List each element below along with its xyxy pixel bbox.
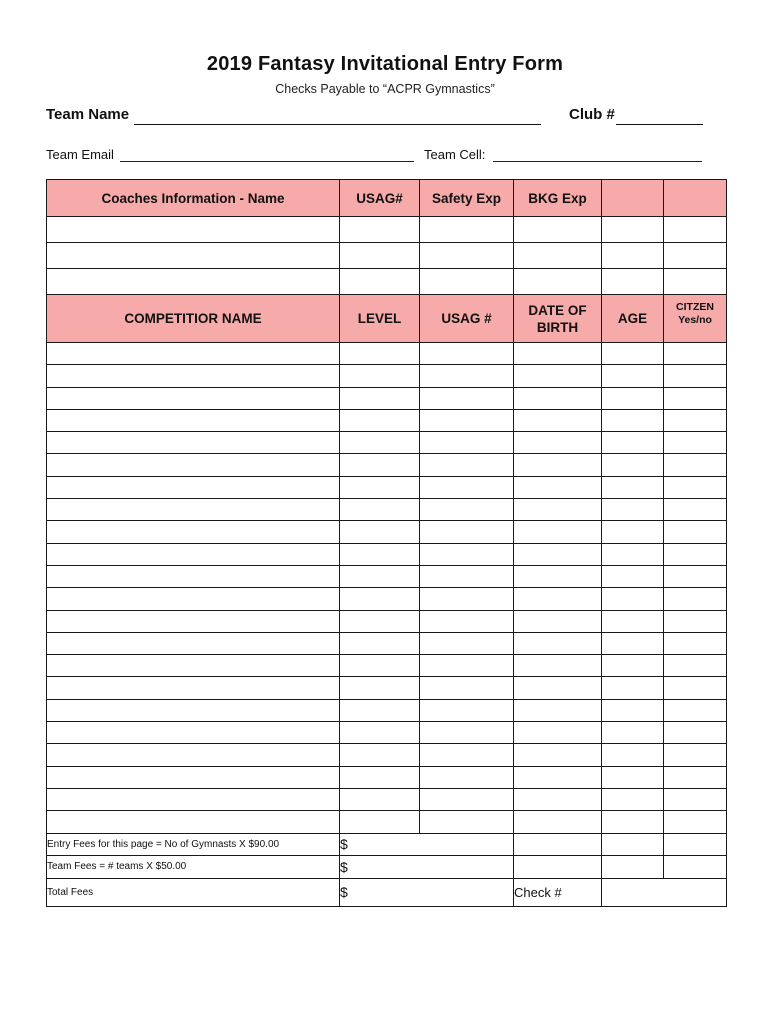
competitor-row bbox=[47, 499, 727, 521]
coach-safety-cell[interactable] bbox=[420, 243, 514, 269]
date-of-birth-cell[interactable] bbox=[514, 655, 602, 677]
age-cell[interactable] bbox=[602, 343, 664, 365]
competitor-name-header: COMPETITIOR NAME bbox=[47, 295, 340, 343]
competitor-row bbox=[47, 677, 727, 699]
competitor-name-cell[interactable] bbox=[47, 655, 340, 677]
usag-number-cell[interactable] bbox=[420, 699, 514, 721]
date-of-birth-cell[interactable] bbox=[514, 343, 602, 365]
entry-table bbox=[46, 179, 727, 907]
citizen-cell[interactable] bbox=[664, 588, 727, 610]
competitor-name-cell[interactable] bbox=[47, 343, 340, 365]
citizen-cell[interactable] bbox=[664, 499, 727, 521]
date-of-birth-cell[interactable] bbox=[514, 476, 602, 498]
competitor-name-cell[interactable] bbox=[47, 543, 340, 565]
competitor-row bbox=[47, 610, 727, 632]
age-cell[interactable] bbox=[602, 409, 664, 431]
usag-number-cell[interactable] bbox=[420, 409, 514, 431]
coach-bkg-cell[interactable] bbox=[514, 269, 602, 295]
competitor-row bbox=[47, 632, 727, 654]
competitor-name-cell[interactable] bbox=[47, 387, 340, 409]
age-cell[interactable] bbox=[602, 521, 664, 543]
citizen-cell[interactable] bbox=[664, 811, 727, 833]
citizen-cell[interactable] bbox=[664, 788, 727, 810]
citizen-cell[interactable] bbox=[664, 343, 727, 365]
date-of-birth-cell[interactable] bbox=[514, 409, 602, 431]
date-of-birth-cell[interactable] bbox=[514, 699, 602, 721]
form-title: 2019 Fantasy Invitational Entry Form bbox=[206, 53, 564, 75]
coach-safety-header: Safety Exp bbox=[420, 180, 514, 217]
team-fees-amount[interactable]: $ bbox=[340, 856, 514, 879]
competitor-row bbox=[47, 699, 727, 721]
usag-number-cell[interactable] bbox=[420, 543, 514, 565]
age-cell[interactable] bbox=[602, 722, 664, 744]
competitor-row bbox=[47, 565, 727, 587]
date-of-birth-cell[interactable] bbox=[514, 632, 602, 654]
fee-blank-cell bbox=[514, 833, 602, 856]
date-of-birth-cell[interactable] bbox=[514, 744, 602, 766]
citizen-cell[interactable] bbox=[664, 476, 727, 498]
level-cell[interactable] bbox=[340, 811, 420, 833]
competitor-name-cell[interactable] bbox=[47, 588, 340, 610]
level-cell[interactable] bbox=[340, 409, 420, 431]
competitor-name-cell[interactable] bbox=[47, 454, 340, 476]
age-cell[interactable] bbox=[602, 632, 664, 654]
competitors-header-row bbox=[47, 295, 727, 343]
age-cell[interactable] bbox=[602, 454, 664, 476]
team-email-field[interactable] bbox=[120, 147, 414, 162]
citizen-cell[interactable] bbox=[664, 565, 727, 587]
citizen-cell[interactable] bbox=[664, 632, 727, 654]
coach-extra-cell[interactable] bbox=[602, 269, 664, 295]
level-cell[interactable] bbox=[340, 744, 420, 766]
citizen-cell[interactable] bbox=[664, 722, 727, 744]
age-cell[interactable] bbox=[602, 365, 664, 387]
citizen-header: CITZEN Yes/no bbox=[664, 295, 727, 343]
date-of-birth-header: DATE OF BIRTH bbox=[514, 295, 602, 343]
fee-blank-cell bbox=[664, 833, 727, 856]
competitor-row bbox=[47, 521, 727, 543]
level-cell[interactable] bbox=[340, 565, 420, 587]
level-cell[interactable] bbox=[340, 521, 420, 543]
age-cell[interactable] bbox=[602, 565, 664, 587]
competitor-name-cell[interactable] bbox=[47, 722, 340, 744]
competitor-row bbox=[47, 766, 727, 788]
citizen-cell[interactable] bbox=[664, 432, 727, 454]
citizen-cell[interactable] bbox=[664, 610, 727, 632]
competitor-row bbox=[47, 811, 727, 833]
competitor-name-cell[interactable] bbox=[47, 632, 340, 654]
competitor-row bbox=[47, 722, 727, 744]
competitor-name-cell[interactable] bbox=[47, 476, 340, 498]
age-cell[interactable] bbox=[602, 766, 664, 788]
level-cell[interactable] bbox=[340, 655, 420, 677]
level-cell[interactable] bbox=[340, 499, 420, 521]
competitor-name-cell[interactable] bbox=[47, 610, 340, 632]
date-of-birth-cell[interactable] bbox=[514, 788, 602, 810]
fee-blank-cell bbox=[514, 856, 602, 879]
total-fees-label: Total Fees bbox=[47, 878, 340, 906]
form-subtitle: Checks Payable to “ACPR Gymnastics” bbox=[275, 82, 495, 96]
age-cell[interactable] bbox=[602, 655, 664, 677]
level-cell[interactable] bbox=[340, 766, 420, 788]
age-cell[interactable] bbox=[602, 744, 664, 766]
usag-number-cell[interactable] bbox=[420, 632, 514, 654]
level-cell[interactable] bbox=[340, 476, 420, 498]
age-cell[interactable] bbox=[602, 543, 664, 565]
competitor-name-cell[interactable] bbox=[47, 744, 340, 766]
level-cell[interactable] bbox=[340, 699, 420, 721]
coach-extra-cell[interactable] bbox=[664, 217, 727, 243]
competitor-row bbox=[47, 343, 727, 365]
age-cell[interactable] bbox=[602, 699, 664, 721]
citizen-cell[interactable] bbox=[664, 677, 727, 699]
usag-number-header: USAG # bbox=[420, 295, 514, 343]
level-header: LEVEL bbox=[340, 295, 420, 343]
competitor-name-cell[interactable] bbox=[47, 788, 340, 810]
usag-number-cell[interactable] bbox=[420, 387, 514, 409]
usag-number-cell[interactable] bbox=[420, 788, 514, 810]
citizen-cell[interactable] bbox=[664, 387, 727, 409]
competitor-row bbox=[47, 409, 727, 431]
usag-number-cell[interactable] bbox=[420, 365, 514, 387]
usag-number-cell[interactable] bbox=[420, 588, 514, 610]
usag-number-cell[interactable] bbox=[420, 565, 514, 587]
date-of-birth-cell[interactable] bbox=[514, 565, 602, 587]
coach-usag-cell[interactable] bbox=[340, 269, 420, 295]
competitor-row bbox=[47, 365, 727, 387]
coach-row bbox=[47, 217, 727, 243]
coaches-header-row bbox=[47, 180, 727, 217]
coach-blank-header-1 bbox=[602, 180, 664, 217]
coach-safety-cell[interactable] bbox=[420, 217, 514, 243]
check-number-field[interactable] bbox=[602, 878, 727, 906]
team-name-label: Team Name bbox=[46, 106, 130, 123]
age-cell[interactable] bbox=[602, 387, 664, 409]
competitor-row bbox=[47, 387, 727, 409]
level-cell[interactable] bbox=[340, 677, 420, 699]
competitor-name-cell[interactable] bbox=[47, 766, 340, 788]
competitor-row bbox=[47, 432, 727, 454]
coach-extra-cell[interactable] bbox=[602, 217, 664, 243]
usag-number-cell[interactable] bbox=[420, 343, 514, 365]
date-of-birth-cell[interactable] bbox=[514, 588, 602, 610]
usag-number-cell[interactable] bbox=[420, 521, 514, 543]
age-cell[interactable] bbox=[602, 588, 664, 610]
level-cell[interactable] bbox=[340, 610, 420, 632]
competitor-rows bbox=[47, 343, 727, 834]
usag-number-cell[interactable] bbox=[420, 655, 514, 677]
usag-number-cell[interactable] bbox=[420, 766, 514, 788]
level-cell[interactable] bbox=[340, 543, 420, 565]
coach-safety-cell[interactable] bbox=[420, 269, 514, 295]
usag-number-cell[interactable] bbox=[420, 677, 514, 699]
club-number-field[interactable] bbox=[616, 107, 703, 125]
date-of-birth-cell[interactable] bbox=[514, 521, 602, 543]
date-of-birth-cell[interactable] bbox=[514, 387, 602, 409]
citizen-cell[interactable] bbox=[664, 543, 727, 565]
date-of-birth-cell[interactable] bbox=[514, 811, 602, 833]
usag-number-cell[interactable] bbox=[420, 432, 514, 454]
date-of-birth-cell[interactable] bbox=[514, 365, 602, 387]
age-cell[interactable] bbox=[602, 677, 664, 699]
competitor-name-cell[interactable] bbox=[47, 521, 340, 543]
usag-number-cell[interactable] bbox=[420, 476, 514, 498]
level-cell[interactable] bbox=[340, 365, 420, 387]
citizen-cell[interactable] bbox=[664, 766, 727, 788]
usag-number-cell[interactable] bbox=[420, 454, 514, 476]
age-cell[interactable] bbox=[602, 476, 664, 498]
entry-fees-label: Entry Fees for this page = No of Gymnasts X $90.00 bbox=[47, 833, 340, 856]
total-fees-amount[interactable]: $ bbox=[340, 878, 514, 906]
competitor-name-cell[interactable] bbox=[47, 811, 340, 833]
entry-fees-row bbox=[47, 833, 727, 856]
competitor-name-cell[interactable] bbox=[47, 699, 340, 721]
coach-extra-cell[interactable] bbox=[664, 243, 727, 269]
age-cell[interactable] bbox=[602, 499, 664, 521]
coach-row bbox=[47, 243, 727, 269]
level-cell[interactable] bbox=[340, 722, 420, 744]
competitor-row bbox=[47, 476, 727, 498]
fee-blank-cell bbox=[664, 856, 727, 879]
coach-blank-header-2 bbox=[664, 180, 727, 217]
level-cell[interactable] bbox=[340, 588, 420, 610]
competitor-row bbox=[47, 543, 727, 565]
usag-number-cell[interactable] bbox=[420, 744, 514, 766]
age-header: AGE bbox=[602, 295, 664, 343]
check-number-label: Check # bbox=[514, 878, 602, 906]
competitor-row bbox=[47, 655, 727, 677]
coach-bkg-header: BKG Exp bbox=[514, 180, 602, 217]
competitor-name-cell[interactable] bbox=[47, 499, 340, 521]
competitor-name-cell[interactable] bbox=[47, 365, 340, 387]
competitor-name-cell[interactable] bbox=[47, 432, 340, 454]
team-cell-field[interactable] bbox=[493, 147, 702, 162]
competitor-row bbox=[47, 744, 727, 766]
citizen-cell[interactable] bbox=[664, 699, 727, 721]
citizen-cell[interactable] bbox=[664, 454, 727, 476]
team-fees-row bbox=[47, 856, 727, 879]
usag-number-cell[interactable] bbox=[420, 610, 514, 632]
date-of-birth-cell[interactable] bbox=[514, 454, 602, 476]
coach-name-cell[interactable] bbox=[47, 243, 340, 269]
level-cell[interactable] bbox=[340, 788, 420, 810]
coach-usag-cell[interactable] bbox=[340, 217, 420, 243]
club-number-label: Club # bbox=[569, 106, 615, 123]
usag-number-cell[interactable] bbox=[420, 811, 514, 833]
citizen-cell[interactable] bbox=[664, 365, 727, 387]
citizen-cell[interactable] bbox=[664, 521, 727, 543]
age-cell[interactable] bbox=[602, 788, 664, 810]
citizen-cell[interactable] bbox=[664, 655, 727, 677]
coach-bkg-cell[interactable] bbox=[514, 243, 602, 269]
usag-number-cell[interactable] bbox=[420, 722, 514, 744]
date-of-birth-cell[interactable] bbox=[514, 499, 602, 521]
date-of-birth-cell[interactable] bbox=[514, 543, 602, 565]
level-cell[interactable] bbox=[340, 432, 420, 454]
date-of-birth-cell[interactable] bbox=[514, 766, 602, 788]
citizen-cell[interactable] bbox=[664, 409, 727, 431]
coach-name-cell[interactable] bbox=[47, 217, 340, 243]
team-cell-label: Team Cell: bbox=[424, 147, 486, 162]
fee-blank-cell bbox=[602, 833, 664, 856]
coach-usag-cell[interactable] bbox=[340, 243, 420, 269]
competitor-row bbox=[47, 788, 727, 810]
level-cell[interactable] bbox=[340, 343, 420, 365]
date-of-birth-cell[interactable] bbox=[514, 677, 602, 699]
team-fees-label: Team Fees = # teams X $50.00 bbox=[47, 856, 340, 879]
team-name-field[interactable] bbox=[134, 107, 541, 125]
team-email-label: Team Email bbox=[46, 147, 114, 162]
coach-extra-cell[interactable] bbox=[664, 269, 727, 295]
date-of-birth-cell[interactable] bbox=[514, 722, 602, 744]
coach-usag-header: USAG# bbox=[340, 180, 420, 217]
competitor-row bbox=[47, 454, 727, 476]
age-cell[interactable] bbox=[602, 610, 664, 632]
usag-number-cell[interactable] bbox=[420, 499, 514, 521]
date-of-birth-cell[interactable] bbox=[514, 610, 602, 632]
citizen-cell[interactable] bbox=[664, 744, 727, 766]
coach-name-header: Coaches Information - Name bbox=[47, 180, 340, 217]
coach-extra-cell[interactable] bbox=[602, 243, 664, 269]
level-cell[interactable] bbox=[340, 387, 420, 409]
coach-row bbox=[47, 269, 727, 295]
competitor-row bbox=[47, 588, 727, 610]
fee-blank-cell bbox=[602, 856, 664, 879]
age-cell[interactable] bbox=[602, 811, 664, 833]
age-cell[interactable] bbox=[602, 432, 664, 454]
competitor-name-cell[interactable] bbox=[47, 565, 340, 587]
competitor-name-cell[interactable] bbox=[47, 677, 340, 699]
entry-fees-amount[interactable]: $ bbox=[340, 833, 514, 856]
level-cell[interactable] bbox=[340, 632, 420, 654]
date-of-birth-cell[interactable] bbox=[514, 432, 602, 454]
competitor-name-cell[interactable] bbox=[47, 409, 340, 431]
coach-bkg-cell[interactable] bbox=[514, 217, 602, 243]
total-fees-row bbox=[47, 878, 727, 906]
level-cell[interactable] bbox=[340, 454, 420, 476]
coach-name-cell[interactable] bbox=[47, 269, 340, 295]
